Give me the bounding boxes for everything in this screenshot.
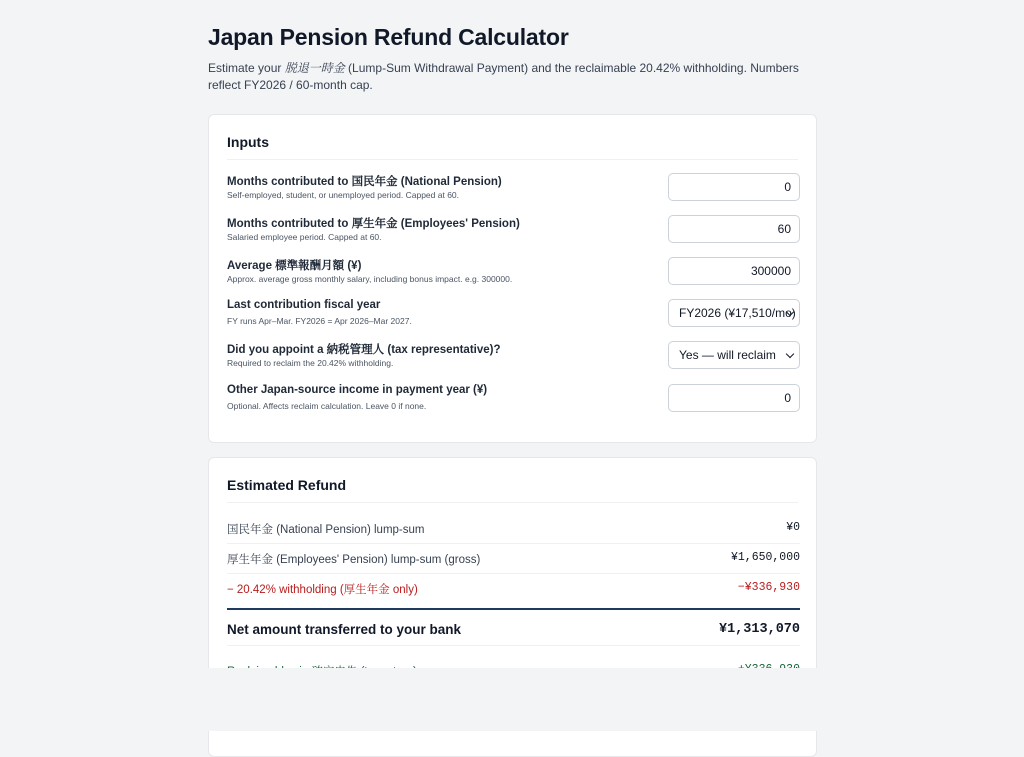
fiscal-year-select[interactable] (668, 299, 800, 327)
national-lump-sum-row (227, 514, 800, 544)
field-label: Months contributed to 厚生年金 (Employees' Pension) (227, 218, 520, 230)
tax-representative-select[interactable] (668, 341, 800, 369)
row-value: ¥1,650,000 (730, 551, 800, 564)
row-label: − 20.42% withholding (厚生年金 only) (227, 584, 418, 596)
page-title: Japan Pension Refund Calculator (208, 24, 569, 50)
field-fiscal-year (227, 299, 800, 339)
calculator-page (208, 0, 817, 668)
employees-lump-sum-row (227, 544, 800, 574)
inputs-divider (227, 159, 798, 160)
row-label: 厚生年金 (Employees' Pension) lump-sum (gross) (227, 554, 481, 566)
row-value: −¥336,930 (737, 581, 800, 594)
results-title: Estimated Refund (227, 477, 347, 493)
field-average-salary (227, 257, 800, 297)
field-help: Approx. average gross monthly salary, including bonus impact. e.g. 300000. (227, 274, 513, 284)
viewport-bottom-area (0, 668, 1024, 731)
average-salary-input[interactable] (668, 257, 800, 285)
page-subtitle (208, 60, 817, 94)
net-amount-row (227, 608, 800, 646)
tax-representative-value: Yes — will reclaim (679, 348, 776, 362)
field-help: Salaried employee period. Capped at 60. (227, 232, 382, 242)
fiscal-year-value: FY2026 (¥17,510/mo) (679, 306, 796, 320)
field-help: Self-employed, student, or unemployed period. Capped at 60. (227, 190, 460, 200)
row-label: Net amount transferred to your bank (227, 622, 462, 637)
results-divider (227, 502, 798, 503)
subtitle-text-pre: Estimate your (208, 61, 285, 75)
inputs-title: Inputs (227, 134, 269, 150)
subtitle-term: 脱退一時金 (284, 61, 345, 75)
row-value: ¥0 (786, 521, 800, 534)
field-employees-months (227, 215, 800, 255)
row-label: 国民年金 (National Pension) lump-sum (227, 524, 425, 536)
field-label: Other Japan-source income in payment year (¥) (227, 384, 488, 396)
field-tax-representative (227, 341, 800, 381)
field-other-income (227, 384, 800, 424)
field-label: Months contributed to 国民年金 (National Pension) (227, 176, 502, 188)
field-label: Last contribution fiscal year (227, 299, 381, 311)
inputs-card (208, 114, 817, 443)
row-value: ¥1,313,070 (718, 622, 800, 637)
chevron-down-icon (786, 350, 794, 358)
other-income-input[interactable] (668, 384, 800, 412)
national-months-input[interactable] (668, 173, 800, 201)
field-national-months (227, 173, 800, 213)
field-help: Optional. Affects reclaim calculation. Leave 0 if none. (227, 401, 427, 411)
field-label: Average 標準報酬月額 (¥) (227, 260, 362, 272)
subtitle-text-post: (Lump-Sum Withdrawal Payment) and the reclaimable 20.42% withholding. Numbers reflect FY2026 / 60-month cap. (208, 61, 799, 92)
employees-months-input[interactable] (668, 215, 800, 243)
field-help: Required to reclaim the 20.42% withholding. (227, 358, 394, 368)
field-label: Did you appoint a 納税管理人 (tax representative)? (227, 344, 501, 356)
withholding-row (227, 574, 800, 604)
field-help: FY runs Apr–Mar. FY2026 = Apr 2026–Mar 2027. (227, 316, 412, 326)
